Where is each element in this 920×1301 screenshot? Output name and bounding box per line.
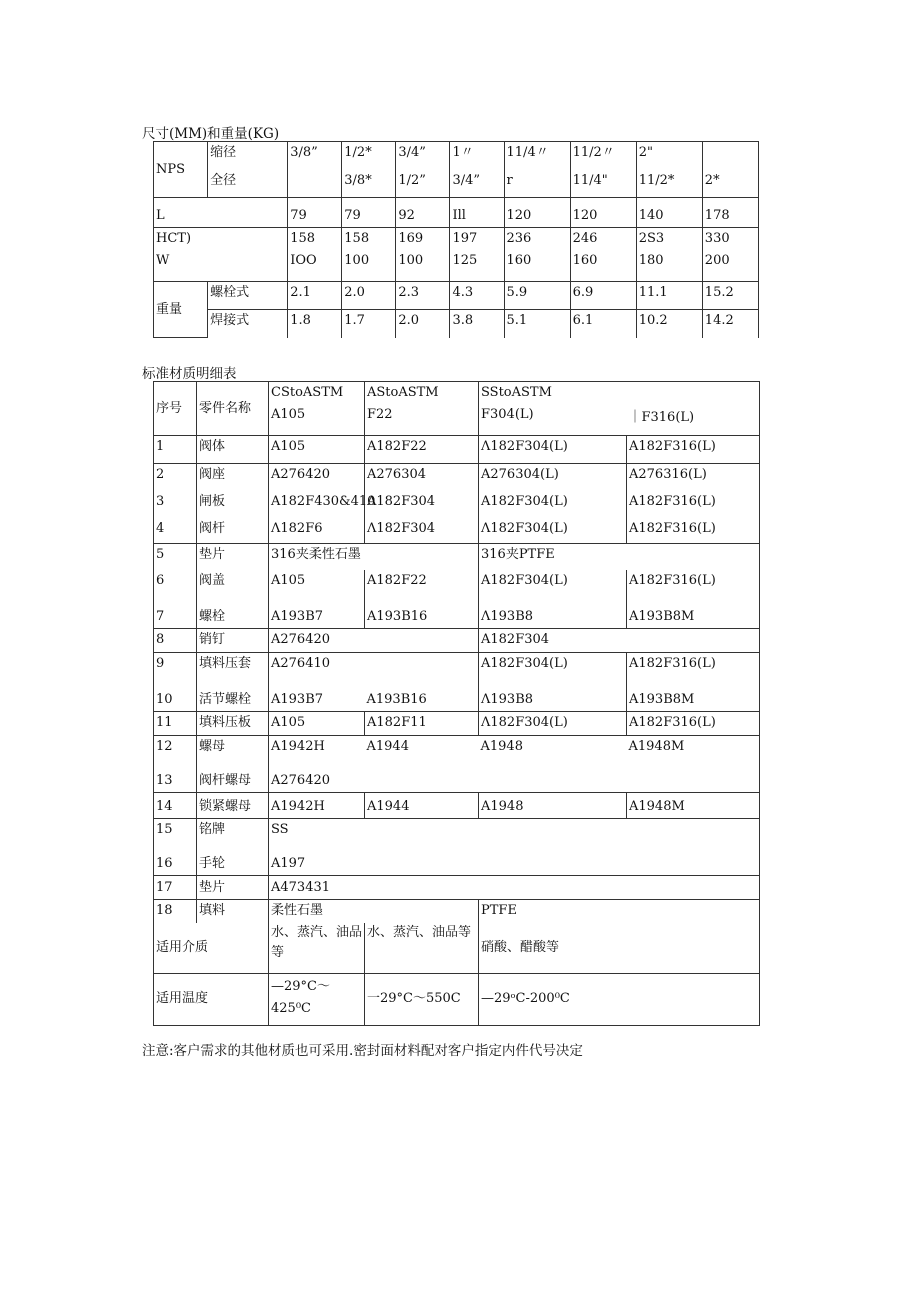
ss-cell: PTFE [479, 899, 760, 923]
row-part: 阀盖 螺栓 [197, 570, 269, 629]
bolted-value: 4.3 [450, 282, 504, 310]
H-W-value: 330 200 [702, 228, 758, 282]
row-no: 9 10 [154, 652, 197, 711]
cs-temperature: —29°C～ 425⁰C [269, 973, 365, 1025]
weight-label: 重量 [154, 282, 208, 338]
ss-cell: A182F304 [479, 628, 760, 652]
bolted-value: 11.1 [636, 282, 702, 310]
row-no: 5 [154, 544, 197, 570]
bolted-value: 2.1 [288, 282, 342, 310]
table-row [154, 792, 760, 818]
cs-as-cell: 柔性石墨 [269, 899, 479, 923]
size-col-4: 1〃 3/4” [450, 142, 504, 198]
size-col-7: 2" 11/2* [636, 142, 702, 198]
H-W-value: 2S3 180 [636, 228, 702, 282]
as-cell: A1944 [365, 792, 479, 818]
row-part: 垫片 [197, 544, 269, 570]
L-value: 120 [570, 198, 636, 228]
material-table [153, 381, 760, 1026]
ss-cell: A276304(L) A182F304(L) Λ182F304(L) [479, 464, 627, 544]
L-value: 140 [636, 198, 702, 228]
row-part: 阀座 闸板 阀杆 [197, 464, 269, 544]
bolted-value: 15.2 [702, 282, 758, 310]
medium-label: 适用介质 [154, 923, 269, 973]
welded-value: 1.8 [288, 310, 342, 338]
header-ss: SStoASTM F304(L) [479, 382, 627, 436]
table-row [154, 570, 760, 629]
row-part: 铭牌 手轮 [197, 818, 269, 875]
material-cell: A473431 [269, 875, 760, 899]
as-cell: A182F22 [365, 436, 479, 464]
welded-value: 14.2 [702, 310, 758, 338]
ss316-cell: A182F316(L) A193B8M [627, 570, 760, 629]
ss316-cell: A182F316(L) A193B8M [627, 652, 760, 711]
L-value: Ill [450, 198, 504, 228]
welded-value: 6.1 [570, 310, 636, 338]
size-weight-table [153, 141, 759, 338]
cs-cell: A105 [269, 436, 365, 464]
table-row [154, 628, 760, 652]
as-cell: A193B16 [365, 652, 479, 711]
row-no: 8 [154, 628, 197, 652]
table-row [154, 818, 760, 875]
temperature-row [154, 973, 760, 1025]
row-part: 螺母 阀杆螺母 [197, 735, 269, 792]
L-value: 178 [702, 198, 758, 228]
row-part: 垫片 [197, 875, 269, 899]
footnote: 注意:客户需求的其他材质也可采用.密封面材料配对客户指定内件代号决定 [142, 1043, 583, 1059]
H-W-value: 236 160 [504, 228, 570, 282]
table-row [154, 652, 760, 711]
ss316-cell: A182F316(L) [627, 711, 760, 735]
reduced-full-labels [208, 142, 288, 198]
ss-cell: 316夹PTFE [479, 544, 760, 570]
header-part: 零件名称 [197, 382, 269, 436]
welded-label: 焊接式 [208, 310, 288, 338]
table-row [154, 544, 760, 570]
as-medium: 水、蒸汽、油品等 [365, 923, 479, 973]
ss-temperature: —29ᵒC-200⁰C [479, 973, 760, 1025]
bolted-value: 6.9 [570, 282, 636, 310]
cs-cell: A1942H [269, 792, 365, 818]
bolted-value: 5.9 [504, 282, 570, 310]
ss-cell: Λ182F304(L) [479, 711, 627, 735]
L-value: 79 [288, 198, 342, 228]
as-temperature: 一29°C～550C [365, 973, 479, 1025]
temperature-label: 适用温度 [154, 973, 269, 1025]
H-W-value: 158 IOO [288, 228, 342, 282]
table-row [154, 875, 760, 899]
bolted-label: 螺栓式 [208, 282, 288, 310]
H-W-value: 158 100 [342, 228, 396, 282]
material-table-caption: 标准材质明细表 [142, 366, 237, 382]
H-W-value: 197 125 [450, 228, 504, 282]
L-value: 79 [342, 198, 396, 228]
as-cell: A182F22 A193B16 [365, 570, 479, 629]
as-cell: A182F11 [365, 711, 479, 735]
cs-cell: A276420 A182F430&410 Λ182F6 [269, 464, 365, 544]
ss316-cell: A1948M [627, 792, 760, 818]
row-part: 填料压板 [197, 711, 269, 735]
row-part: 阀体 [197, 436, 269, 464]
ss-cell: A1948 [479, 792, 627, 818]
header-no: 序号 [154, 382, 197, 436]
row-no: 11 [154, 711, 197, 735]
full-label: 全径 [210, 173, 237, 188]
welded-value: 1.7 [342, 310, 396, 338]
L-value: 120 [504, 198, 570, 228]
row-no: 14 [154, 792, 197, 818]
row-no: 2 3 4 [154, 464, 197, 544]
table-row [154, 899, 760, 923]
ss-cell: A182F304(L) Λ193B8 [479, 652, 627, 711]
cs-cell: A1942H A276420 [269, 735, 365, 792]
row-part: 锁紧螺母 [197, 792, 269, 818]
size-col-2: 1/2* 3/8* [342, 142, 396, 198]
table-row [154, 436, 760, 464]
table-row [154, 735, 760, 792]
size-col-5: 11/4〃 r [504, 142, 570, 198]
row-part: 填料 [197, 899, 269, 923]
size-col-8: 2* [702, 142, 758, 198]
L-value: 92 [396, 198, 450, 228]
material-cell: SS A197 [269, 818, 760, 875]
ss316-cell: A182F316(L) [627, 436, 760, 464]
size-col-6: 11/2〃 11/4" [570, 142, 636, 198]
cs-cell: A105 A193B7 [269, 570, 365, 629]
header-as: AStoASTM F22 [365, 382, 479, 436]
row-no: 1 [154, 436, 197, 464]
H-W-value: 169 100 [396, 228, 450, 282]
bolted-value: 2.3 [396, 282, 450, 310]
row-no: 15 16 [154, 818, 197, 875]
ss-cell: A182F304(L) Λ193B8 [479, 570, 627, 629]
row-part: 填料压套 活节螺栓 [197, 652, 269, 711]
cs-cell: A276410 A193B7 [269, 652, 365, 711]
reduced-label: 缩径 [210, 145, 237, 160]
H-W-labels: HCT) W [154, 228, 288, 282]
header-cs: CStoASTM A105 [269, 382, 365, 436]
size-col-1: 3/8” [288, 142, 342, 198]
medium-row [154, 923, 760, 973]
cs-medium: 水、蒸汽、油品等 [269, 923, 365, 973]
row-part: 销钉 [197, 628, 269, 652]
ss-cell: Λ182F304(L) [479, 436, 627, 464]
cs-cell: A105 [269, 711, 365, 735]
size-table-caption: 尺寸(MM)和重量(KG) [142, 126, 280, 142]
table-row [154, 711, 760, 735]
cs-as-cell: 316夹柔性石墨 [269, 544, 479, 570]
nps-label: NPS [154, 142, 208, 198]
ss316-cell: A1948M [627, 735, 760, 792]
ss-medium: 硝酸、醋酸等 [479, 923, 760, 973]
table-row [154, 464, 760, 544]
as-cell: A1944 [365, 735, 479, 792]
welded-value: 10.2 [636, 310, 702, 338]
header-ss316: ｜F316(L) [627, 382, 760, 436]
ss316-cell: A276316(L) A182F316(L) A182F316(L) [627, 464, 760, 544]
row-no: 6 7 [154, 570, 197, 629]
row-no: 17 [154, 875, 197, 899]
ss-cell: A1948 [479, 735, 627, 792]
cs-as-cell: A276420 [269, 628, 479, 652]
size-col-3: 3/4” 1/2” [396, 142, 450, 198]
as-cell: A276304 A182F304 Λ182F304 [365, 464, 479, 544]
welded-value: 5.1 [504, 310, 570, 338]
H-W-value: 246 160 [570, 228, 636, 282]
bolted-value: 2.0 [342, 282, 396, 310]
row-no: 12 13 [154, 735, 197, 792]
welded-value: 2.0 [396, 310, 450, 338]
L-label: L [154, 198, 288, 228]
row-no: 18 [154, 899, 197, 923]
welded-value: 3.8 [450, 310, 504, 338]
